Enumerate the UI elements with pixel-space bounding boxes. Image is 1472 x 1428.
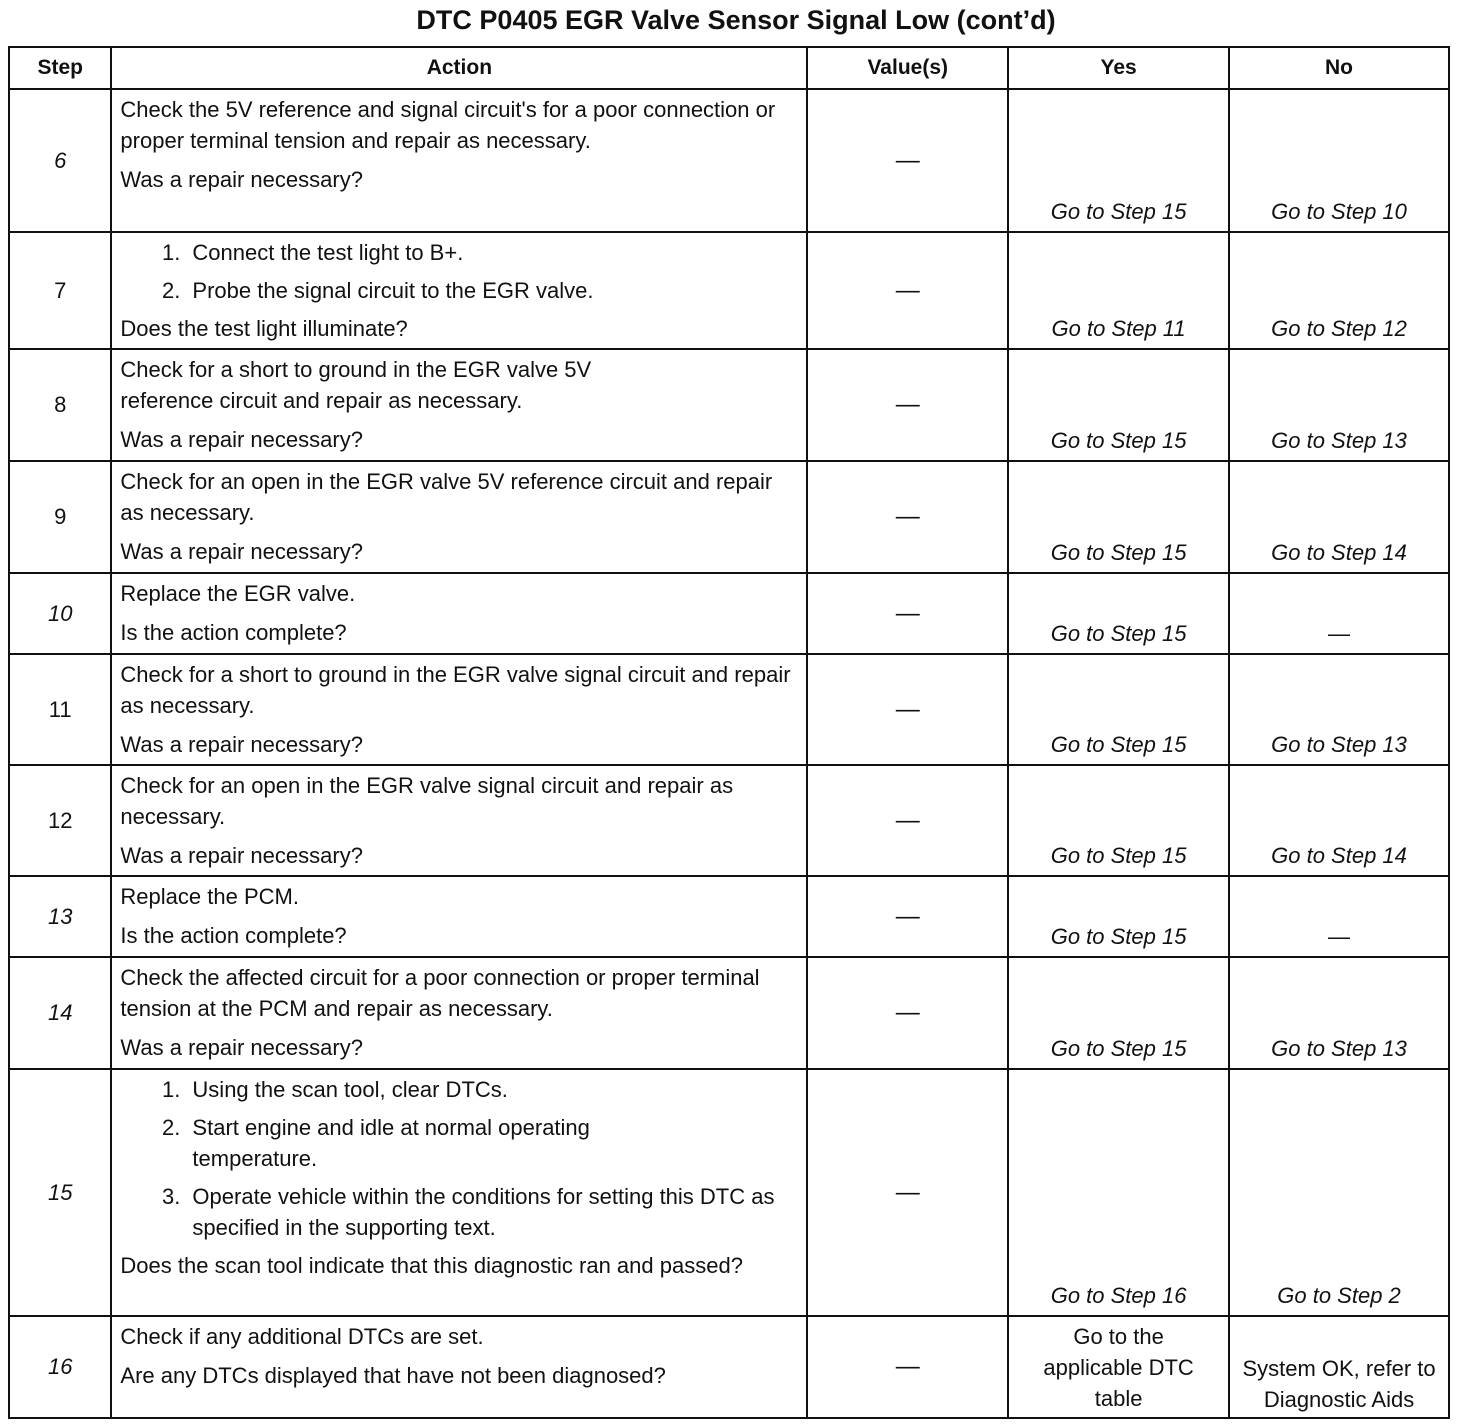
action-cell xyxy=(111,765,807,876)
action-text: Check the affected circuit for a poor connection or proper terminal tension at the PCM and repair as necessary. xyxy=(120,965,760,1021)
action-text: Check for an open in the EGR valve 5V reference circuit and repair as necessary. xyxy=(120,469,773,525)
no-cell: Go to Step 14 xyxy=(1229,461,1449,573)
action-text: Replace the EGR valve. xyxy=(120,581,356,606)
table-row xyxy=(9,957,1449,1069)
table-row xyxy=(9,876,1449,957)
action-question: Was a repair necessary? xyxy=(120,843,363,868)
step-number: 15 xyxy=(9,1069,111,1316)
action-step: 3. Operate vehicle within the conditions for setting this DTC as specified in the supporting text. xyxy=(186,1181,800,1243)
value-cell: — xyxy=(807,654,1008,765)
no-cell: Go to Step 13 xyxy=(1229,349,1449,461)
step-number: 6 xyxy=(9,89,111,232)
no-cell: System OK, refer to Diagnostic Aids xyxy=(1229,1316,1449,1418)
step-number: 9 xyxy=(9,461,111,573)
table-row xyxy=(9,349,1449,461)
yes-cell: Go to the applicable DTC table xyxy=(1008,1316,1229,1418)
no-cell: Go to Step 13 xyxy=(1229,957,1449,1069)
yes-cell: Go to Step 16 xyxy=(1008,1069,1229,1316)
table-row xyxy=(9,89,1449,232)
no-cell: — xyxy=(1229,573,1449,654)
action-cell xyxy=(111,654,807,765)
action-text: Check for a short to ground in the EGR valve signal circuit and repair as necessary. xyxy=(120,662,791,718)
value-cell: — xyxy=(807,765,1008,876)
action-cell xyxy=(111,573,807,654)
step-number: 11 xyxy=(9,654,111,765)
action-cell xyxy=(111,461,807,573)
yes-cell: Go to Step 15 xyxy=(1008,89,1229,232)
value-cell: — xyxy=(807,876,1008,957)
no-cell: Go to Step 10 xyxy=(1229,89,1449,232)
action-text: Check for an open in the EGR valve signal circuit and repair as necessary. xyxy=(120,773,734,829)
step-number: 13 xyxy=(9,876,111,957)
action-question: Was a repair necessary? xyxy=(120,167,363,192)
action-cell xyxy=(111,1316,807,1418)
action-step: 1. Using the scan tool, clear DTCs. xyxy=(186,1074,800,1105)
no-cell: Go to Step 12 xyxy=(1229,232,1449,349)
yes-cell: Go to Step 15 xyxy=(1008,461,1229,573)
step-number: 7 xyxy=(9,232,111,349)
value-cell: — xyxy=(807,232,1008,349)
action-step: 1. Connect the test light to B+. xyxy=(186,237,800,268)
step-number: 14 xyxy=(9,957,111,1069)
value-cell: — xyxy=(807,89,1008,232)
table-row xyxy=(9,765,1449,876)
action-question: Are any DTCs displayed that have not been diagnosed? xyxy=(120,1363,666,1388)
action-question: Was a repair necessary? xyxy=(120,1035,363,1060)
action-question: Was a repair necessary? xyxy=(120,732,363,757)
step-number: 16 xyxy=(9,1316,111,1418)
action-cell xyxy=(111,349,807,461)
action-text: Check the 5V reference and signal circuit's for a poor connection or proper terminal tension and repair as necessary. xyxy=(120,97,776,153)
action-cell xyxy=(111,89,807,232)
action-cell xyxy=(111,232,807,349)
header-no: No xyxy=(1229,47,1449,89)
header-values: Value(s) xyxy=(807,47,1008,89)
value-cell: — xyxy=(807,349,1008,461)
action-question: Was a repair necessary? xyxy=(120,539,363,564)
table-row xyxy=(9,1316,1449,1418)
action-text: Check if any additional DTCs are set. xyxy=(120,1324,484,1349)
no-cell: — xyxy=(1229,876,1449,957)
value-cell: — xyxy=(807,957,1008,1069)
action-text: Replace the PCM. xyxy=(120,884,299,909)
yes-cell: Go to Step 15 xyxy=(1008,573,1229,654)
table-row xyxy=(9,654,1449,765)
table-row xyxy=(9,232,1449,349)
action-question: Is the action complete? xyxy=(120,923,347,948)
value-cell: — xyxy=(807,573,1008,654)
header-yes: Yes xyxy=(1008,47,1229,89)
action-question: Was a repair necessary? xyxy=(120,427,363,452)
value-cell: — xyxy=(807,1316,1008,1418)
header-action: Action xyxy=(111,47,807,89)
no-cell: Go to Step 2 xyxy=(1229,1069,1449,1316)
yes-cell: Go to Step 15 xyxy=(1008,957,1229,1069)
header-row xyxy=(9,47,1449,89)
yes-cell: Go to Step 15 xyxy=(1008,654,1229,765)
action-question: Does the scan tool indicate that this diagnostic ran and passed? xyxy=(120,1253,743,1278)
action-cell xyxy=(111,957,807,1069)
action-steps xyxy=(120,237,800,306)
no-cell: Go to Step 13 xyxy=(1229,654,1449,765)
table-row xyxy=(9,1069,1449,1316)
value-cell: — xyxy=(807,1069,1008,1316)
yes-cell: Go to Step 15 xyxy=(1008,765,1229,876)
yes-cell: Go to Step 15 xyxy=(1008,349,1229,461)
action-cell xyxy=(111,1069,807,1316)
yes-cell: Go to Step 11 xyxy=(1008,232,1229,349)
diagnostic-table xyxy=(8,46,1450,1419)
no-cell: Go to Step 14 xyxy=(1229,765,1449,876)
step-number: 10 xyxy=(9,573,111,654)
action-text: Check for a short to ground in the EGR valve 5V reference circuit and repair as necessary. xyxy=(120,357,592,413)
table-row xyxy=(9,461,1449,573)
page-title: DTC P0405 EGR Valve Sensor Signal Low (cont’d) xyxy=(416,5,1056,35)
action-step: 2. Probe the signal circuit to the EGR valve. xyxy=(186,275,800,306)
table-row xyxy=(9,573,1449,654)
action-step: 2. Start engine and idle at normal operating temperature. xyxy=(186,1112,672,1174)
action-steps xyxy=(120,1074,800,1243)
action-question: Does the test light illuminate? xyxy=(120,316,408,341)
action-question: Is the action complete? xyxy=(120,620,347,645)
step-number: 8 xyxy=(9,349,111,461)
yes-cell: Go to Step 15 xyxy=(1008,876,1229,957)
step-number: 12 xyxy=(9,765,111,876)
action-cell xyxy=(111,876,807,957)
header-step: Step xyxy=(9,47,111,89)
value-cell: — xyxy=(807,461,1008,573)
